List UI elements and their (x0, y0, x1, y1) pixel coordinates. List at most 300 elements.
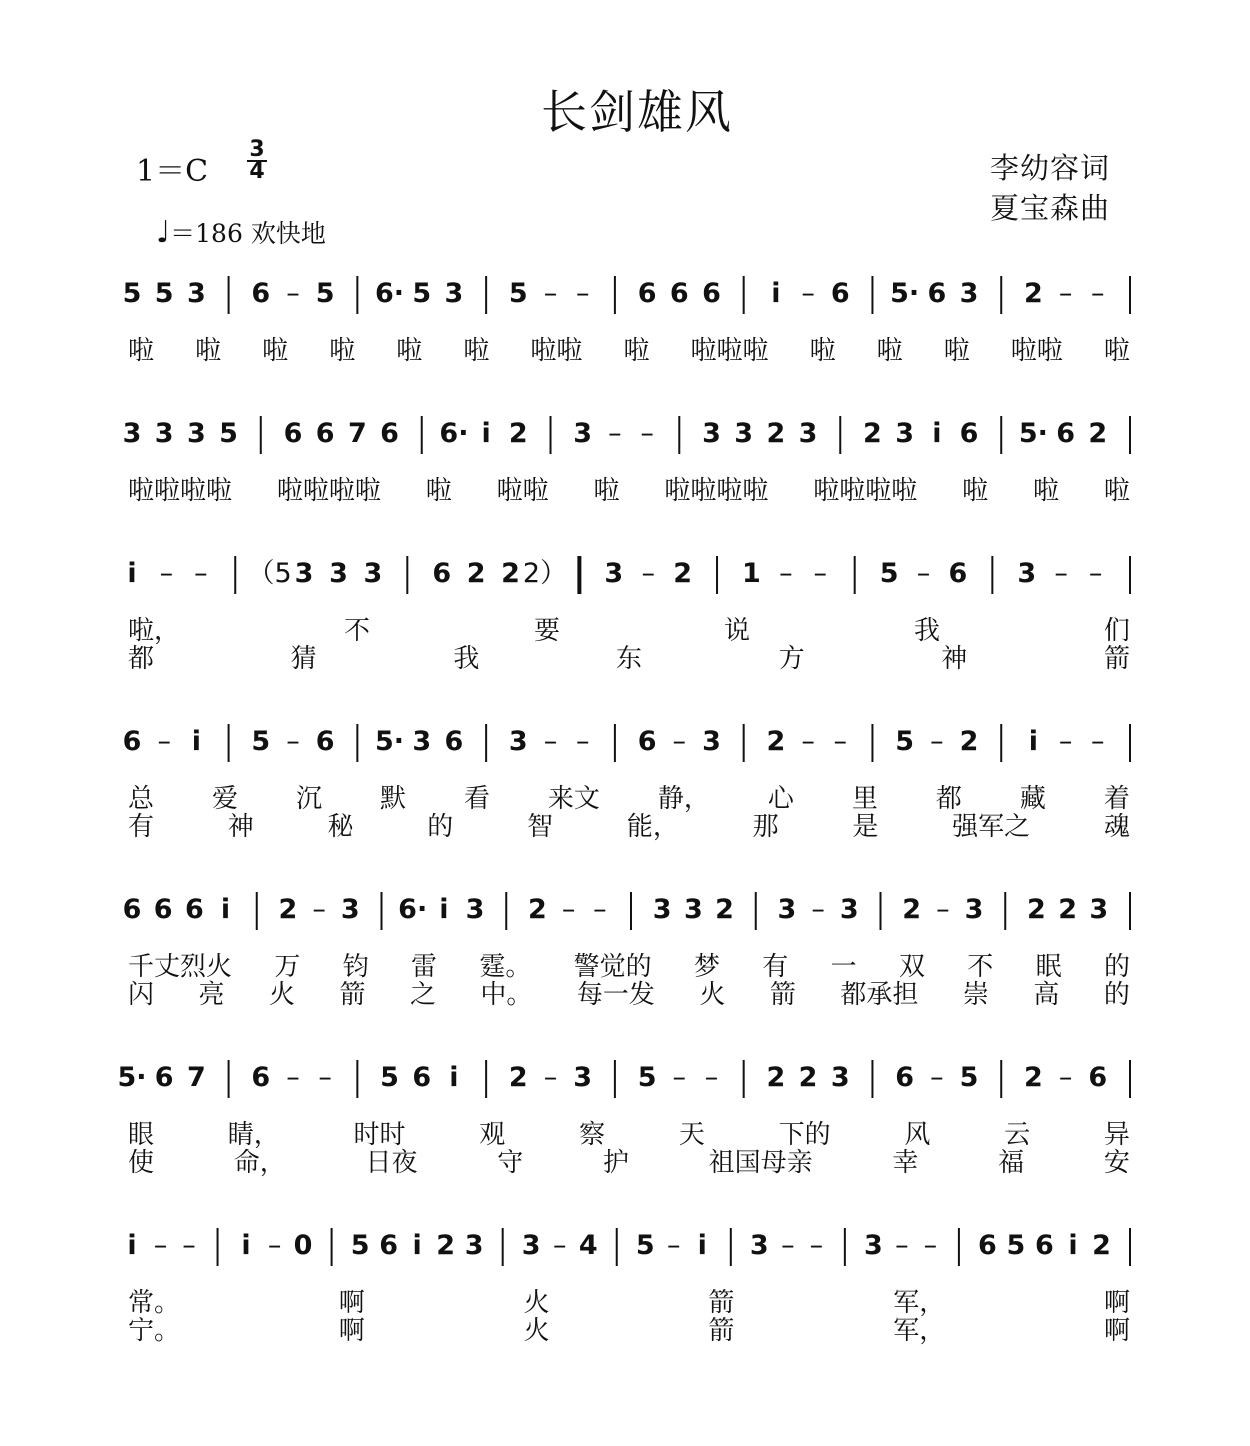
note: 6 (959, 418, 979, 449)
note: 6 (895, 1062, 915, 1093)
lyric-word: 啦 (962, 476, 989, 506)
lyric-word: 的 (1103, 952, 1130, 982)
lyric-word: 守 (497, 1148, 524, 1178)
lyric-word: 神 (227, 812, 254, 842)
note: – (575, 278, 590, 309)
lyric-word: 都 (935, 784, 962, 814)
note: i (1068, 1230, 1078, 1261)
lyric-word: 来文 (547, 784, 600, 814)
lyric-word: 们 (1103, 616, 1130, 646)
note: i (439, 894, 449, 925)
note: 6 (927, 278, 947, 309)
note: 3 (465, 894, 485, 925)
note: 2 (501, 558, 520, 589)
lyric-word: 我 (913, 616, 940, 646)
note: 6 (412, 1062, 432, 1093)
lyric-word: 啦啦 (496, 476, 549, 506)
lyrics-row (128, 330, 1130, 367)
lyric-word: 不 (967, 952, 994, 982)
note: i (481, 418, 491, 449)
note: 3 (702, 726, 721, 757)
note: 6 (153, 894, 173, 925)
lyric-word: 睛， (227, 1120, 280, 1150)
lyric-word: 军， (893, 1288, 946, 1318)
lyric-word: 沉 (295, 784, 322, 814)
lyric-word: 观 (479, 1120, 506, 1150)
lyric-word: 使 (128, 1148, 155, 1178)
notation-line (0, 1054, 1250, 1114)
lyric-word: 警觉的 (573, 952, 652, 982)
lyric-word: 心 (767, 784, 794, 814)
note: 6 (948, 558, 968, 589)
note: 6· (398, 894, 428, 925)
note: – (930, 1062, 944, 1093)
tempo-text: ＝186 欢快地 (170, 219, 326, 248)
notation-line (0, 1222, 1250, 1282)
note: 6 (1035, 1230, 1054, 1261)
note: 2 (959, 726, 979, 757)
note: 5 (412, 278, 432, 309)
note: i (449, 1062, 459, 1093)
note: 2 (715, 894, 734, 925)
lyric-word: 啦啦啦啦 (664, 476, 769, 506)
note: i (1028, 726, 1039, 757)
note: 3 (959, 278, 979, 309)
note: 6 (1056, 418, 1076, 449)
note: – (318, 1062, 332, 1093)
lyric-word: 幸 (892, 1148, 919, 1178)
note: 2 (766, 1062, 786, 1093)
time-signature-denominator: 4 (249, 159, 265, 184)
lyrics-row (128, 806, 1130, 843)
note: 3 (329, 558, 348, 589)
note: 5· (117, 1062, 147, 1093)
lyric-word: 能， (626, 812, 679, 842)
lyric-word: 安 (1103, 1148, 1130, 1178)
lyric-word: 箭 (769, 980, 796, 1010)
note: – (801, 278, 815, 309)
note: 3 (652, 894, 672, 925)
lyric-word: 啦， (128, 616, 181, 646)
lyric-word: 梦 (693, 952, 720, 982)
note: 5 (219, 418, 238, 449)
note: 5 (959, 1062, 979, 1093)
lyric-word: 啊 (1103, 1316, 1130, 1346)
lyric-word: 千丈烈火 (128, 952, 233, 982)
note: 6 (637, 726, 657, 757)
notation-line (0, 270, 1250, 330)
lyric-word: 火 (523, 1288, 550, 1318)
note: 2 (1092, 1230, 1111, 1261)
note: 2 (902, 894, 922, 925)
lyric-word: 啦啦啦啦 (813, 476, 918, 506)
lyric-word: 箭 (708, 1316, 735, 1346)
note: 3 (964, 894, 984, 925)
note: 2 (1058, 894, 1078, 925)
lyric-word: 啦 (1103, 476, 1130, 506)
lyric-word: 啦 (943, 336, 970, 366)
lyric-word: 啦 (593, 476, 620, 506)
lyric-word: 里 (851, 784, 878, 814)
lyric-word: 的 (427, 812, 454, 842)
lyric-word: 静， (657, 784, 710, 814)
lyric-word: 啦 (425, 476, 452, 506)
note: 3 (1089, 894, 1109, 925)
note: 5 (508, 278, 528, 309)
lyrics-row (128, 1142, 1130, 1179)
note: i (771, 278, 781, 309)
notation-line (0, 410, 1250, 470)
note: 5 (315, 278, 335, 309)
lyric-word: 不 (343, 616, 370, 646)
lyric-word: 的 (1103, 980, 1130, 1010)
lyric-word: 啦 (396, 336, 423, 366)
note: 6 (978, 1230, 997, 1261)
note: – (194, 558, 208, 589)
note: 2） (522, 558, 568, 589)
note: – (182, 1230, 196, 1261)
note: – (672, 1062, 687, 1093)
note: 6 (669, 278, 689, 309)
song-title: 长剑雄风 (541, 85, 733, 139)
note: 6 (283, 418, 303, 449)
note: 6 (184, 894, 204, 925)
lyric-word: 都承担 (840, 980, 919, 1010)
lyric-word: 每一发 (576, 980, 655, 1010)
lyric-word: 万 (274, 952, 301, 982)
composer: 夏宝森曲 (990, 191, 1111, 225)
note: 2 (436, 1230, 456, 1261)
lyric-word: 火 (699, 980, 726, 1010)
note: – (936, 894, 950, 925)
lyric-word: 中。 (480, 980, 533, 1010)
note: 3 (702, 418, 721, 449)
note: 3 (830, 1062, 850, 1093)
note: 6 (380, 418, 399, 449)
note: 6 (830, 278, 850, 309)
lyric-word: 我 (453, 644, 480, 674)
lyric-word: 智 (527, 812, 554, 842)
lyric-word: 东 (615, 644, 642, 674)
note: – (779, 558, 793, 589)
note: – (153, 1230, 168, 1261)
note: 7 (347, 418, 367, 449)
note: 2 (766, 726, 786, 757)
lyric-word: 啦 (1033, 476, 1060, 506)
lyric-word: 啦 (329, 336, 356, 366)
note: – (930, 726, 944, 757)
lyric-word: 察 (579, 1120, 606, 1150)
lyric-word: 常。 (128, 1288, 181, 1318)
lyric-word: 眼 (128, 1120, 155, 1150)
note: 2 (466, 558, 486, 589)
time-signature (244, 137, 270, 184)
note: 5 (251, 726, 271, 757)
note: （5 (247, 558, 292, 589)
note: 3 (683, 894, 703, 925)
note: 1 (742, 558, 761, 589)
note: 6 (702, 278, 721, 309)
note: 6 (379, 1230, 399, 1261)
lyric-word: 有 (128, 812, 155, 842)
lyrics-row (128, 1310, 1130, 1347)
lyric-word: 要 (533, 616, 560, 646)
lyric-word: 藏 (1019, 784, 1046, 814)
lyric-word: 啦啦啦啦 (276, 476, 381, 506)
note: 3 (863, 1230, 883, 1261)
lyric-word: 眠 (1035, 952, 1062, 982)
note: 3 (340, 894, 360, 925)
lyrics-row (128, 470, 1130, 507)
note: 3 (464, 1230, 484, 1261)
note: – (286, 726, 300, 757)
note: 3 (363, 558, 383, 589)
note: 2 (1024, 1062, 1043, 1093)
lyric-word: 一 (830, 952, 857, 982)
note: 2 (1088, 418, 1108, 449)
lyric-word: 啦 (876, 336, 903, 366)
lyric-word: 军， (893, 1316, 946, 1346)
lyric-word: 钧 (342, 952, 369, 982)
note: 6 (637, 278, 657, 309)
lyric-word: 箭 (708, 1288, 735, 1318)
note: – (704, 1062, 719, 1093)
lyric-word: 啦 (623, 336, 650, 366)
note: 3 (798, 418, 818, 449)
note: – (543, 1062, 558, 1093)
note: 6 (432, 558, 452, 589)
lyric-word: 崇 (962, 980, 989, 1010)
lyric-word: 祖国母亲 (708, 1148, 813, 1178)
lyric-word: 神 (941, 644, 968, 674)
lyric-word: 火 (523, 1316, 550, 1346)
note: 6 (1088, 1062, 1108, 1093)
note: 3 (508, 726, 528, 757)
lyric-word: 啊 (338, 1316, 365, 1346)
lyric-word: 总 (128, 784, 155, 814)
lyric-word: 啦啦啦啦 (128, 476, 233, 506)
note: – (801, 726, 815, 757)
lyric-word: 啊 (338, 1288, 365, 1318)
lyric-word: 双 (898, 952, 925, 982)
lyric-word: 霆。 (479, 952, 532, 982)
lyric-word: 啦 (463, 336, 490, 366)
note: 2 (798, 1062, 818, 1093)
note: 6 (251, 1062, 271, 1093)
note: 6 (122, 726, 142, 757)
note: i (127, 1230, 137, 1261)
lyric-word: 啊 (1103, 1288, 1130, 1318)
note: i (241, 1230, 251, 1261)
note: – (1091, 726, 1105, 757)
note: – (159, 558, 174, 589)
note: – (1058, 278, 1073, 309)
lyric-word: 啦 (809, 336, 836, 366)
note: 3 (186, 278, 206, 309)
lyric-word: 下的 (778, 1120, 831, 1150)
note: 5 (122, 278, 142, 309)
note: – (641, 558, 655, 589)
lyric-word: 亮 (198, 980, 225, 1010)
note: 5 (350, 1230, 370, 1261)
lyric-word: 啦 (128, 336, 155, 366)
lyric-word: 啦啦 (1010, 336, 1063, 366)
lyric-word: 之 (409, 980, 436, 1010)
note: 5 (895, 726, 915, 757)
note: – (286, 278, 300, 309)
lyric-word: 啦 (262, 336, 289, 366)
lyric-word: 秘 (327, 812, 354, 842)
note: 3 (777, 894, 797, 925)
time-signature-numerator: 3 (249, 137, 265, 162)
note: 3 (122, 418, 142, 449)
lyric-word: 是 (852, 812, 879, 842)
note: – (157, 726, 171, 757)
note: – (811, 894, 825, 925)
lyric-word: 云 (1004, 1120, 1031, 1150)
note: 6 (122, 894, 142, 925)
note: 2 (863, 418, 882, 449)
note: 2 (1027, 894, 1046, 925)
note: 3 (1017, 558, 1037, 589)
tempo-marking (156, 214, 326, 250)
note: 5· (890, 278, 920, 309)
lyric-word: 那 (752, 812, 779, 842)
note: 5 (380, 1062, 399, 1093)
lyric-word: 日夜 (365, 1148, 418, 1178)
lyric-word: 看 (463, 784, 490, 814)
note: 2 (508, 1062, 528, 1093)
note: 2 (766, 418, 786, 449)
note: 6· (375, 278, 405, 309)
lyric-word: 风 (904, 1120, 931, 1150)
note: 5 (879, 558, 899, 589)
note: – (667, 1230, 681, 1261)
note: – (833, 726, 848, 757)
notation-line (0, 886, 1250, 946)
lyric-word: 时时 (353, 1120, 406, 1150)
note: – (1058, 726, 1073, 757)
lyric-word: 有 (762, 952, 789, 982)
lyricist: 李幼容词 (990, 151, 1111, 185)
lyric-word: 雷 (410, 952, 437, 982)
note: – (640, 418, 654, 449)
note: 3 (573, 418, 593, 449)
lyric-word: 强军之 (952, 812, 1031, 842)
note: 5 (154, 278, 174, 309)
note: 3 (573, 1062, 593, 1093)
note: 2 (508, 418, 528, 449)
note: 3 (186, 418, 206, 449)
note: – (1091, 278, 1105, 309)
lyric-word: 福 (998, 1148, 1025, 1178)
lyric-word: 命， (233, 1148, 286, 1178)
lyrics-row (128, 638, 1130, 675)
note: – (1058, 1062, 1073, 1093)
note: 6 (315, 726, 335, 757)
lyric-word: 啦啦 (530, 336, 583, 366)
notation-line (0, 550, 1250, 610)
note: – (781, 1230, 795, 1261)
lyric-word: 天 (678, 1120, 705, 1150)
note: – (809, 1230, 824, 1261)
note: – (267, 1230, 282, 1261)
note: 6· (439, 418, 469, 449)
note: i (932, 418, 942, 449)
note: – (286, 1062, 300, 1093)
note: 2 (673, 558, 693, 589)
note: – (593, 894, 607, 925)
key-signature: 1＝C (136, 154, 209, 189)
lyrics-row (128, 974, 1130, 1011)
note: – (543, 278, 558, 309)
note: 5· (1018, 418, 1048, 449)
note: 2 (1024, 278, 1043, 309)
note: 3 (521, 1230, 541, 1261)
note: i (191, 726, 202, 757)
lyric-word: 魂 (1103, 812, 1130, 842)
lyric-word: 爱 (211, 784, 238, 814)
lyric-word: 都 (128, 644, 155, 674)
note: – (813, 558, 828, 589)
note: – (552, 1230, 567, 1261)
lyric-word: 啦 (1103, 336, 1130, 366)
lyric-word: 箭 (339, 980, 366, 1010)
note: 6 (251, 278, 271, 309)
note: 7 (186, 1062, 206, 1093)
note: – (916, 558, 931, 589)
lyric-word: 箭 (1103, 644, 1130, 674)
note: – (672, 726, 687, 757)
lyric-word: 闪 (128, 980, 155, 1010)
lyric-word: 异 (1103, 1120, 1130, 1150)
note: 6 (315, 418, 335, 449)
note: 3 (734, 418, 754, 449)
note: 3 (604, 558, 624, 589)
note: 5· (375, 726, 405, 757)
note: 3 (412, 726, 432, 757)
note: 3 (895, 418, 915, 449)
note: 5 (635, 1230, 655, 1261)
notation-line (0, 718, 1250, 778)
note: i (220, 894, 231, 925)
note: 6 (444, 726, 464, 757)
note: – (1088, 558, 1103, 589)
lyric-word: 啦 (195, 336, 222, 366)
note: – (543, 726, 558, 757)
note: 0 (293, 1230, 313, 1261)
note: i (127, 558, 137, 589)
lyric-word: 宁。 (128, 1316, 181, 1346)
note: – (575, 726, 590, 757)
note: 3 (839, 894, 859, 925)
lyric-word: 猜 (290, 644, 317, 674)
note: 3 (749, 1230, 769, 1261)
note: – (895, 1230, 909, 1261)
note: – (561, 894, 576, 925)
quarter-note-icon: ♩ (156, 215, 171, 250)
note: 3 (154, 418, 174, 449)
lyric-word: 高 (1033, 980, 1060, 1010)
lyric-word: 护 (602, 1148, 629, 1178)
note: – (1054, 558, 1068, 589)
lyric-word: 默 (379, 784, 406, 814)
note: 5 (1006, 1230, 1026, 1261)
lyric-word: 着 (1103, 784, 1130, 814)
note: 2 (528, 894, 547, 925)
lyric-word: 方 (778, 644, 805, 674)
note: 3 (444, 278, 464, 309)
